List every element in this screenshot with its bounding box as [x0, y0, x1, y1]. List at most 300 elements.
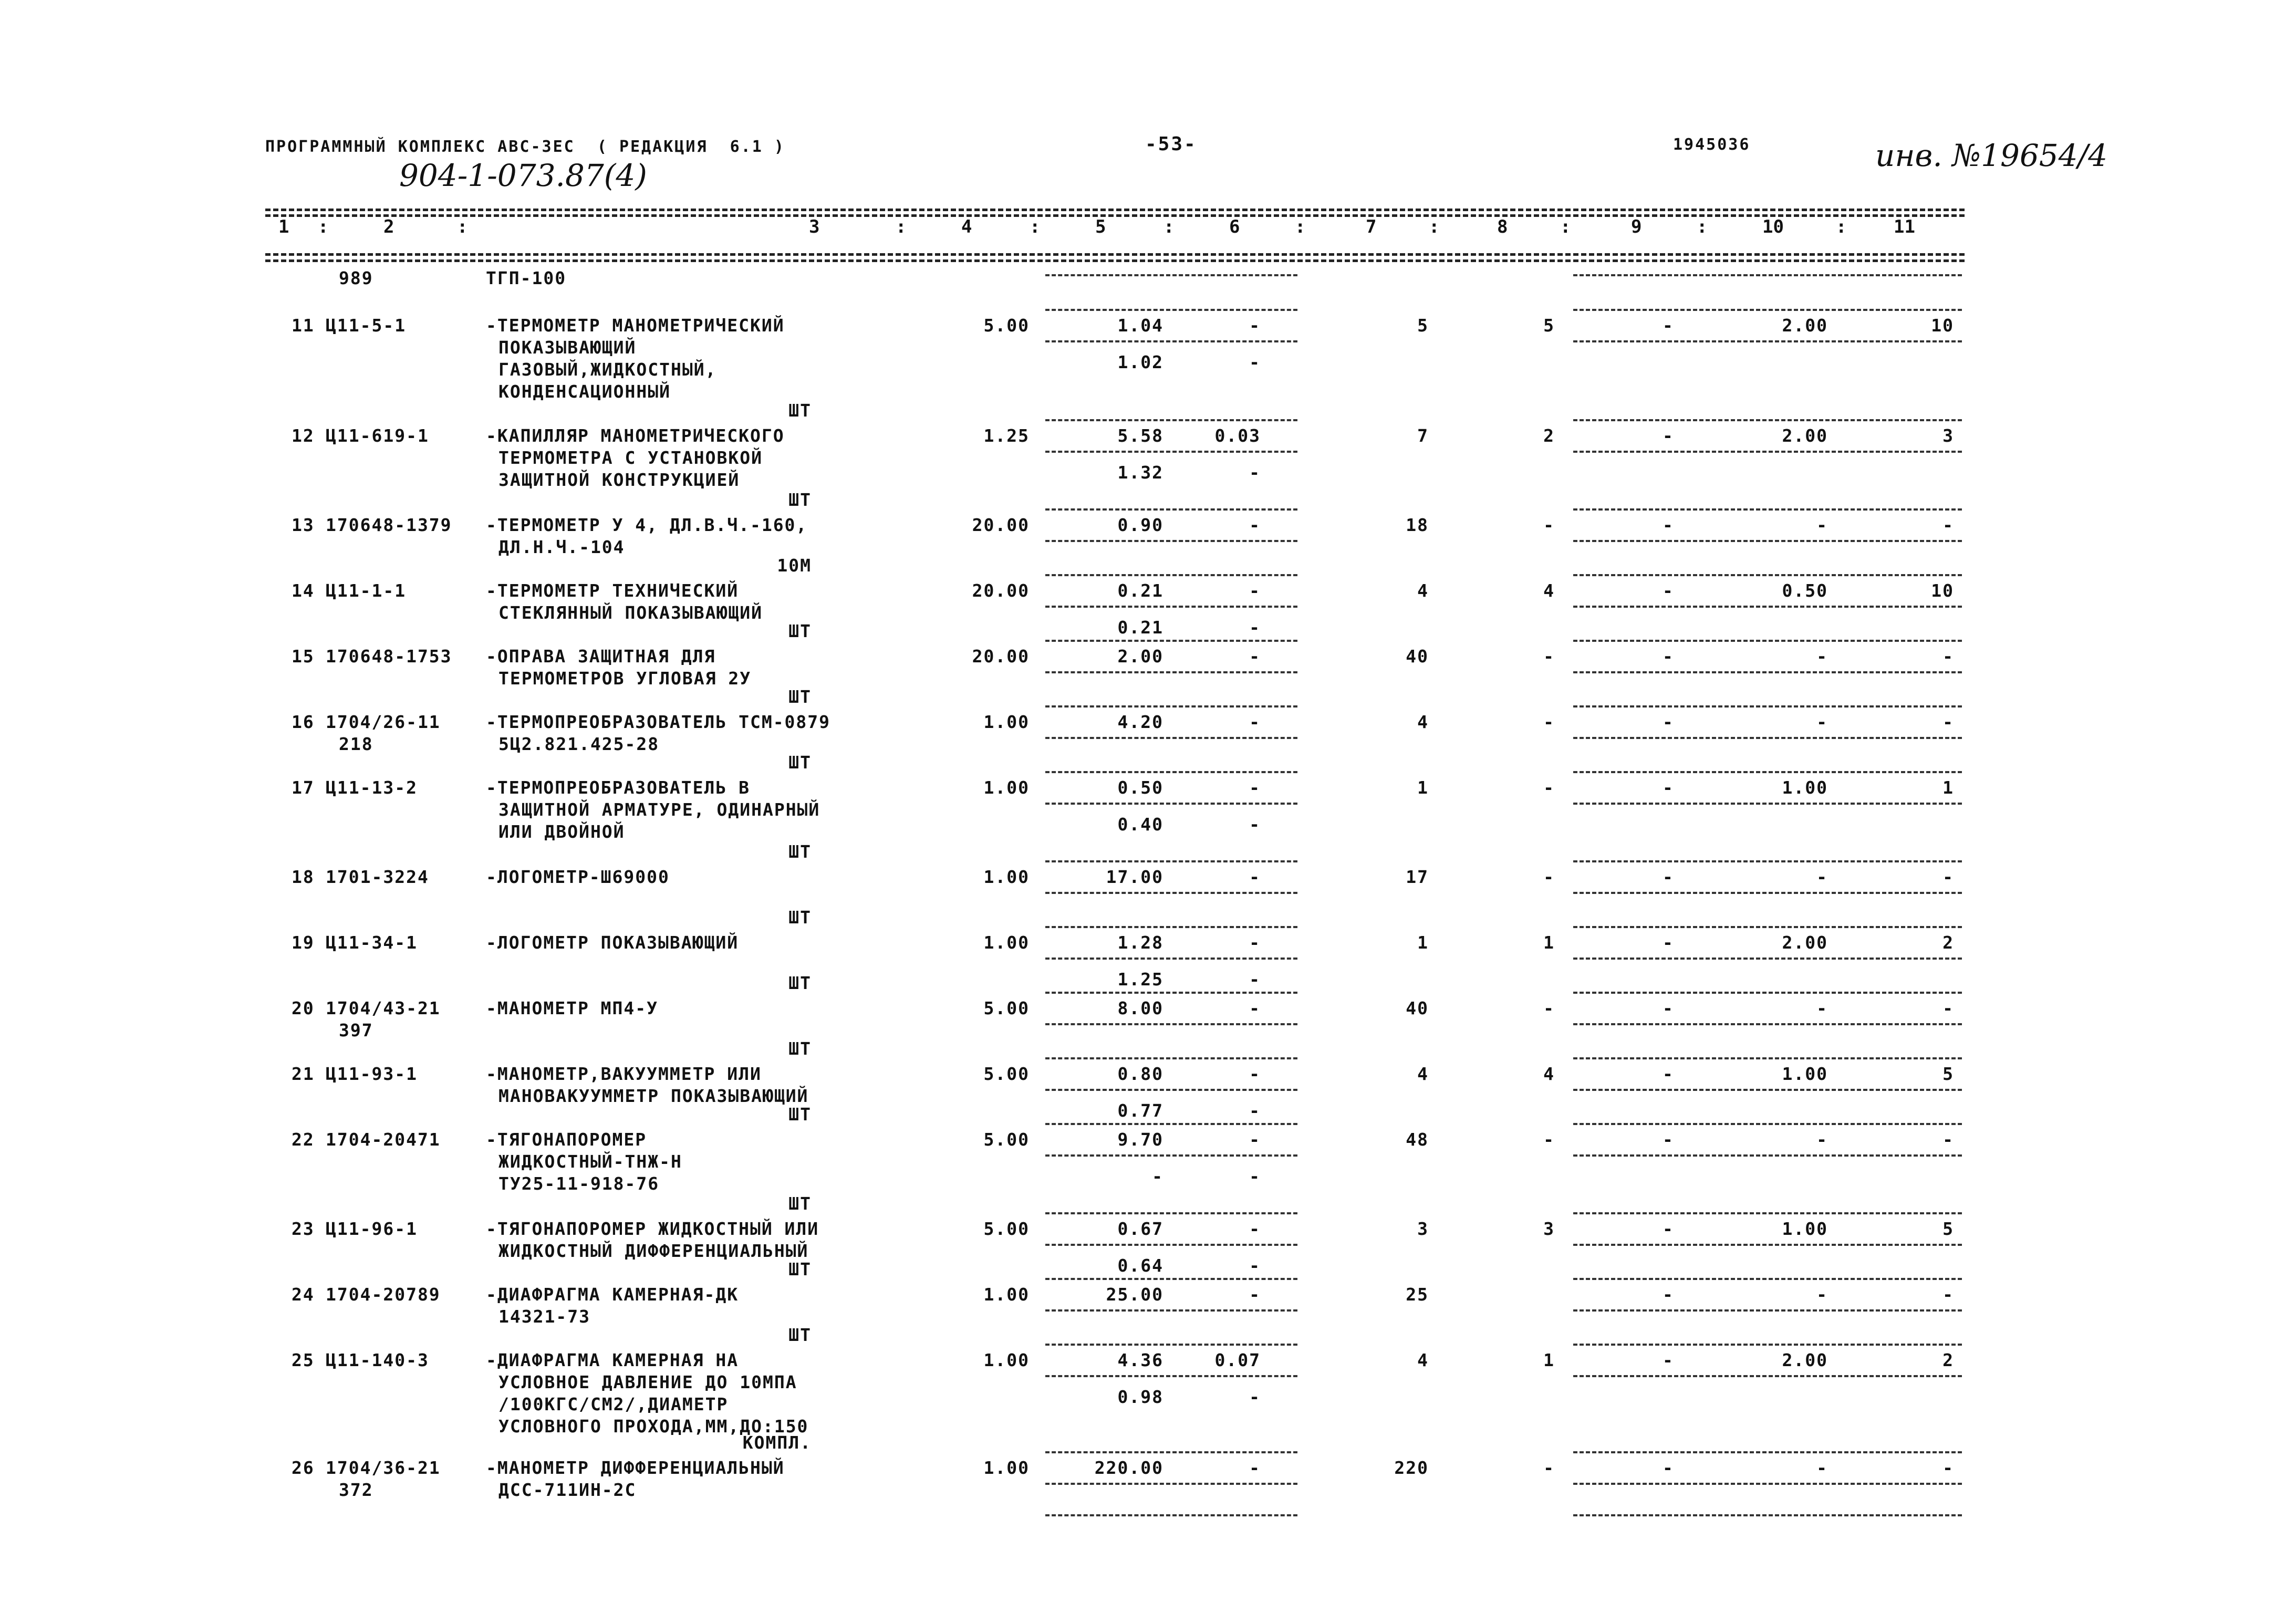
col11-value: - [1942, 1129, 1954, 1150]
col5-value-2: 0.64 [1117, 1255, 1163, 1276]
row-separator [1573, 606, 1962, 608]
row-separator [1573, 860, 1962, 862]
row-unit: ШТ [788, 973, 812, 993]
col8-value: - [1543, 777, 1555, 798]
row-separator [1573, 1278, 1962, 1280]
col8-value: 1 [1543, 932, 1555, 953]
col10-value: - [1816, 515, 1828, 535]
col11-value: 1 [1942, 777, 1954, 798]
row-separator [1573, 771, 1962, 773]
row-code: Ц11-34-1 [326, 932, 418, 953]
col5-value-2: 0.77 [1117, 1100, 1163, 1121]
col5-value: 4.20 [1117, 712, 1163, 732]
row-name-line: -МАНОМЕТР ДИФФЕРЕНЦИАЛЬНЫЙ [486, 1458, 785, 1478]
col6-value: - [1249, 712, 1261, 732]
col7-value: 17 [1406, 867, 1429, 887]
row-separator [1573, 1375, 1962, 1377]
col-sep: : [457, 216, 468, 237]
row-number: 12 [292, 425, 315, 446]
row-name-line: УСЛОВНОЕ ДАВЛЕНИЕ ДО 10МПА [498, 1372, 797, 1392]
col7-value: 25 [1406, 1284, 1429, 1305]
row-separator [1573, 1154, 1962, 1157]
col9-value: - [1663, 932, 1674, 953]
row-code: Ц11-619-1 [326, 425, 429, 446]
row-separator [1573, 1089, 1962, 1091]
col-sep: : [1295, 216, 1306, 237]
col4-value: 1.25 [983, 425, 1030, 446]
row-name-line: ТЕРМОМЕТРА С УСТАНОВКОЙ [498, 448, 763, 468]
col6-value-2: - [1249, 1166, 1261, 1187]
col-sep: : [1836, 216, 1847, 237]
row-name-line: /100КГС/СМ2/,ДИАМЕТР [498, 1394, 729, 1414]
col5-value: 25.00 [1106, 1284, 1163, 1305]
col6-value: - [1249, 1064, 1261, 1084]
row-name-line: УСЛОВНОГО ПРОХОДА,ММ,ДО:150 [498, 1416, 809, 1437]
col11-value: - [1942, 515, 1954, 535]
col5-value: 1.04 [1117, 315, 1163, 336]
row-separator [1045, 340, 1297, 342]
row-name-line: -КАПИЛЛЯР МАНОМЕТРИЧЕСКОГО [486, 425, 785, 446]
col6-value: - [1249, 580, 1261, 601]
row-name-line: -ДИАФРАГМА КАМЕРНАЯ-ДК [486, 1284, 739, 1305]
col9-value: - [1663, 1284, 1674, 1305]
row-separator [1573, 671, 1962, 673]
col4-value: 1.00 [983, 777, 1030, 798]
col5-value: 9.70 [1117, 1129, 1163, 1150]
col11-value: - [1942, 1458, 1954, 1478]
col5-value: 0.50 [1117, 777, 1163, 798]
col10-value: 1.00 [1782, 1064, 1828, 1084]
row-separator [1573, 1514, 1962, 1516]
col4-value: 5.00 [983, 998, 1030, 1018]
row-separator [1573, 1023, 1962, 1025]
col6-value: - [1249, 1219, 1261, 1239]
col11-value: 2 [1942, 932, 1954, 953]
row-number: 25 [292, 1350, 315, 1370]
row-number: 23 [292, 1219, 315, 1239]
col9-value: - [1663, 1064, 1674, 1084]
col-9: 9 [1631, 216, 1642, 237]
col-8: 8 [1497, 216, 1508, 237]
row-separator [1045, 803, 1297, 805]
col10-value: - [1816, 646, 1828, 667]
col8-value: 2 [1543, 425, 1555, 446]
row-separator [1045, 926, 1297, 928]
col7-value: 5 [1417, 315, 1429, 336]
col11-value: 10 [1931, 315, 1954, 336]
row-number: 14 [292, 580, 315, 601]
col8-value: 3 [1543, 1219, 1555, 1239]
row-name-line: -ОПРАВА ЗАЩИТНАЯ ДЛЯ [486, 646, 716, 667]
col6-value-2: - [1249, 1255, 1261, 1276]
col6-value: - [1249, 932, 1261, 953]
row-number: 19 [292, 932, 315, 953]
row-name-line: -ЛОГОМЕТР ПОКАЗЫВАЮЩИЙ [486, 932, 739, 953]
row-name-line: КОНДЕНСАЦИОННЫЙ [498, 381, 671, 402]
col-11: 11 [1894, 216, 1915, 237]
row-code: 1701-3224 [326, 867, 429, 887]
col5-value: 0.67 [1117, 1219, 1163, 1239]
row-name-line: 5Ц2.821.425-28 [498, 734, 660, 754]
col5-value: 0.80 [1117, 1064, 1163, 1084]
row-unit: ШТ [788, 1038, 812, 1059]
col9-value: - [1663, 1219, 1674, 1239]
row-code-continued: 218 [339, 734, 373, 754]
col6-value: - [1249, 515, 1261, 535]
col6-value: - [1249, 998, 1261, 1018]
col6-value-2: - [1249, 462, 1261, 483]
row-number: 26 [292, 1458, 315, 1478]
col11-value: - [1942, 712, 1954, 732]
row-unit: ШТ [788, 1193, 812, 1214]
row-name-line: -ТЕРМОМЕТР У 4, ДЛ.В.Ч.-160, [486, 515, 808, 535]
row-unit: ШТ [788, 841, 812, 862]
col7-value: 4 [1417, 1350, 1429, 1370]
row-unit: ШТ [788, 752, 812, 773]
col6-value-2: - [1249, 969, 1261, 990]
col5-value: 2.00 [1117, 646, 1163, 667]
col7-value: 1 [1417, 932, 1429, 953]
row-name-line: -ТЯГОНАПОРОМЕР ЖИДКОСТНЫЙ ИЛИ [486, 1219, 819, 1239]
row-name-line: -ЛОГОМЕТР-Ш69000 [486, 867, 670, 887]
col9-value: - [1663, 777, 1674, 798]
col5-value-2: 1.25 [1117, 969, 1163, 990]
row-separator [1045, 574, 1297, 576]
row-separator [1573, 309, 1962, 311]
col8-value: - [1543, 998, 1555, 1018]
col9-value: - [1663, 580, 1674, 601]
col7-value: 18 [1406, 515, 1429, 535]
row-name-line: -ТЕРМОПРЕОБРАЗОВАТЕЛЬ В [486, 777, 750, 798]
row-separator [1045, 309, 1297, 311]
row-separator [1045, 606, 1297, 608]
row-name-line: ИЛИ ДВОЙНОЙ [498, 821, 625, 842]
col9-value: - [1663, 1350, 1674, 1370]
row-separator [1045, 274, 1297, 276]
row-code: 170648-1753 [326, 646, 452, 667]
col6-value: - [1249, 777, 1261, 798]
col9-value: - [1663, 998, 1674, 1018]
col7-value: 4 [1417, 1064, 1429, 1084]
col-sep: : [1030, 216, 1041, 237]
col7-value: 220 [1394, 1458, 1429, 1478]
row-separator [1045, 737, 1297, 739]
row-code: 1704/43-21 [326, 998, 441, 1018]
row-code: Ц11-13-2 [326, 777, 418, 798]
row-separator [1045, 671, 1297, 673]
row-name-line: МАНОВАКУУММЕТР ПОКАЗЫВАЮЩИЙ [498, 1086, 809, 1106]
col8-value: - [1543, 515, 1555, 535]
row-number: 16 [292, 712, 315, 732]
col9-value: - [1663, 867, 1674, 887]
col6-value: - [1249, 1284, 1261, 1305]
row-separator [1573, 737, 1962, 739]
handwritten-inventory-number: инв. №19654/4 [1875, 138, 2108, 173]
col-7: 7 [1366, 216, 1377, 237]
col10-value: 1.00 [1782, 1219, 1828, 1239]
row-name-line: ЖИДКОСТНЫЙ-ТНЖ-Н [498, 1151, 682, 1172]
row-unit: ШТ [788, 1259, 812, 1279]
row-number: 18 [292, 867, 315, 887]
row-name-line: ТЕРМОМЕТРОВ УГЛОВАЯ 2У [498, 668, 752, 689]
row-name-line: ГАЗОВЫЙ,ЖИДКОСТНЫЙ, [498, 359, 717, 380]
row-name-line: -ТЕРМОПРЕОБРАЗОВАТЕЛЬ ТСМ-0879 [486, 712, 831, 732]
row-code: Ц11-140-3 [326, 1350, 429, 1370]
row-separator [1573, 451, 1962, 453]
col7-value: 3 [1417, 1219, 1429, 1239]
col6-value: 0.07 [1214, 1350, 1261, 1370]
row-name-line: ЖИДКОСТНЫЙ ДИФФЕРЕНЦИАЛЬНЫЙ [498, 1241, 809, 1261]
col4-value: 1.00 [983, 1350, 1030, 1370]
col5-value: 4.36 [1117, 1350, 1163, 1370]
col9-value: - [1663, 425, 1674, 446]
row-separator [1045, 1023, 1297, 1025]
col7-value: 40 [1406, 998, 1429, 1018]
col9-value: - [1663, 315, 1674, 336]
row-unit: ШТ [788, 907, 812, 928]
col10-value: - [1816, 867, 1828, 887]
col6-value: - [1249, 1129, 1261, 1150]
row-name-line: ТУ25-11-918-76 [498, 1173, 660, 1194]
row-name-line: ПОКАЗЫВАЮЩИЙ [498, 337, 637, 358]
col4-value: 1.00 [983, 712, 1030, 732]
col9-value: - [1663, 1458, 1674, 1478]
row-separator [1573, 1123, 1962, 1125]
col-sep: : [318, 216, 329, 237]
col9-value: - [1663, 1129, 1674, 1150]
col7-value: 7 [1417, 425, 1429, 446]
row-number: 17 [292, 777, 315, 798]
row-code: 170648-1379 [326, 515, 452, 535]
row-number: 15 [292, 646, 315, 667]
row-name-line: ДСС-711ИН-2С [498, 1480, 637, 1500]
col8-value: - [1543, 646, 1555, 667]
col-sep: : [1697, 216, 1708, 237]
row-name-line: СТЕКЛЯННЫЙ ПОКАЗЫВАЮЩИЙ [498, 602, 763, 623]
col11-value: - [1942, 998, 1954, 1018]
row-separator [1045, 1375, 1297, 1377]
col10-value: 0.50 [1782, 580, 1828, 601]
col7-value: 48 [1406, 1129, 1429, 1150]
col11-value: 5 [1942, 1219, 1954, 1239]
col4-value: 5.00 [983, 1129, 1030, 1150]
col11-value: 3 [1942, 425, 1954, 446]
row-number: 22 [292, 1129, 315, 1150]
col6-value: - [1249, 867, 1261, 887]
col4-value: 1.00 [983, 932, 1030, 953]
col5-value-2: 0.40 [1117, 814, 1163, 835]
row-name-line: -ДИАФРАГМА КАМЕРНАЯ НА [486, 1350, 739, 1370]
row-code: Ц11-96-1 [326, 1219, 418, 1239]
row-separator [1573, 926, 1962, 928]
col11-value: 5 [1942, 1064, 1954, 1084]
col10-value: - [1816, 998, 1828, 1018]
row-separator [1573, 1344, 1962, 1346]
row-code-continued: 372 [339, 1480, 373, 1500]
row-separator [1045, 1057, 1297, 1059]
row-number: 24 [292, 1284, 315, 1305]
row-unit: КОМПЛ. [742, 1432, 812, 1453]
col7-value: 4 [1417, 580, 1429, 601]
col11-value: - [1942, 867, 1954, 887]
row-separator [1045, 1483, 1297, 1485]
col10-value: - [1816, 712, 1828, 732]
col5-value: 1.28 [1117, 932, 1163, 953]
row-number: 21 [292, 1064, 315, 1084]
col-4: 4 [961, 216, 972, 237]
row-separator [1573, 803, 1962, 805]
row-separator [1573, 508, 1962, 511]
col5-value-2: - [1152, 1166, 1163, 1187]
col5-value: 220.00 [1094, 1458, 1163, 1478]
col6-value: - [1249, 646, 1261, 667]
col10-value: - [1816, 1458, 1828, 1478]
row-unit: ШТ [788, 1325, 812, 1345]
row-separator [1573, 1483, 1962, 1485]
row-unit: 10М [777, 555, 812, 576]
col8-value: 4 [1543, 580, 1555, 601]
row-number: 11 [292, 315, 315, 336]
row-unit: ШТ [788, 400, 812, 421]
col-5: 5 [1095, 216, 1106, 237]
row-name-line: ЗАЩИТНОЙ КОНСТРУКЦИЕЙ [498, 470, 740, 490]
col7-value: 40 [1406, 646, 1429, 667]
col-sep: : [1560, 216, 1571, 237]
row-separator [1573, 640, 1962, 642]
row-separator [1573, 1212, 1962, 1214]
row-name-line: -ТЕРМОМЕТР ТЕХНИЧЕСКИЙ [486, 580, 739, 601]
col-sep: : [1163, 216, 1175, 237]
row-separator [1045, 1278, 1297, 1280]
row-name-line: ТГП-100 [486, 268, 567, 288]
col5-value-2: 1.32 [1117, 462, 1163, 483]
row-separator [1045, 419, 1297, 421]
col11-value: - [1942, 1284, 1954, 1305]
row-code-continued: 397 [339, 1020, 373, 1040]
col5-value: 5.58 [1117, 425, 1163, 446]
col9-value: - [1663, 646, 1674, 667]
row-separator [1573, 574, 1962, 576]
row-separator [1045, 1244, 1297, 1246]
row-code: 1704/26-11 [326, 712, 441, 732]
col10-value: 2.00 [1782, 315, 1828, 336]
row-code: 1704-20471 [326, 1129, 441, 1150]
col8-value: - [1543, 712, 1555, 732]
row-separator [1573, 340, 1962, 342]
row-code: 989 [339, 268, 373, 288]
col10-value: - [1816, 1284, 1828, 1305]
col6-value-2: - [1249, 814, 1261, 835]
handwritten-doc-number: 904-1-073.87(4) [399, 158, 647, 193]
col6-value: - [1249, 1458, 1261, 1478]
col11-value: - [1942, 646, 1954, 667]
col6-value-2: - [1249, 1100, 1261, 1121]
col4-value: 5.00 [983, 1064, 1030, 1084]
row-separator [1045, 892, 1297, 894]
row-separator [1045, 1514, 1297, 1516]
row-separator [1045, 1212, 1297, 1214]
program-title: ПРОГРАММНЫЙ КОМПЛЕКС АВС-ЗЕС ( РЕДАКЦИЯ 6.1 ) [265, 138, 785, 156]
col6-value-2: - [1249, 617, 1261, 638]
row-separator [1573, 1244, 1962, 1246]
row-code: Ц11-5-1 [326, 315, 407, 336]
row-name-line: ЗАЩИТНОЙ АРМАТУРЕ, ОДИНАРНЫЙ [498, 799, 820, 820]
col5-value: 0.21 [1117, 580, 1163, 601]
col-2: 2 [383, 216, 394, 237]
row-separator [1573, 419, 1962, 421]
col8-value: - [1543, 867, 1555, 887]
row-separator [1045, 540, 1297, 542]
row-separator [1045, 1451, 1297, 1453]
col5-value: 17.00 [1106, 867, 1163, 887]
col4-value: 1.00 [983, 867, 1030, 887]
row-code: 1704/36-21 [326, 1458, 441, 1478]
row-separator [1045, 508, 1297, 511]
col10-value: 2.00 [1782, 932, 1828, 953]
row-separator [1573, 540, 1962, 542]
page-number: -53- [1145, 133, 1197, 155]
col8-value: 5 [1543, 315, 1555, 336]
row-number: 20 [292, 998, 315, 1018]
row-name-line: -ТЕРМОМЕТР МАНОМЕТРИЧЕСКИЙ [486, 315, 785, 336]
col-10: 10 [1762, 216, 1784, 237]
col-sep: : [1429, 216, 1440, 237]
row-code: Ц11-93-1 [326, 1064, 418, 1084]
row-separator [1573, 1451, 1962, 1453]
col4-value: 20.00 [972, 580, 1030, 601]
row-name-line: ДЛ.Н.Ч.-104 [498, 537, 625, 557]
row-separator [1573, 958, 1962, 960]
col8-value: - [1543, 1129, 1555, 1150]
row-separator [1045, 992, 1297, 994]
col10-value: 1.00 [1782, 777, 1828, 798]
col5-value-2: 1.02 [1117, 352, 1163, 372]
row-number: 13 [292, 515, 315, 535]
col11-value: 2 [1942, 1350, 1954, 1370]
col-6: 6 [1229, 216, 1240, 237]
row-separator [1573, 1309, 1962, 1312]
row-unit: ШТ [788, 1104, 812, 1125]
col-sep: : [896, 216, 907, 237]
row-separator [1045, 705, 1297, 707]
row-separator [1045, 1089, 1297, 1091]
row-separator [1045, 958, 1297, 960]
col4-value: 1.00 [983, 1284, 1030, 1305]
row-separator [1045, 1154, 1297, 1157]
row-separator [1573, 992, 1962, 994]
row-separator [1045, 1344, 1297, 1346]
col5-value: 8.00 [1117, 998, 1163, 1018]
row-separator [1573, 1057, 1962, 1059]
col-1: 1 [278, 216, 289, 237]
col-3: 3 [809, 216, 820, 237]
row-unit: ШТ [788, 621, 812, 641]
col4-value: 5.00 [983, 1219, 1030, 1239]
row-separator [1045, 451, 1297, 453]
col6-value-2: - [1249, 1387, 1261, 1407]
row-unit: ШТ [788, 686, 812, 707]
row-name-line: -ТЯГОНАПОРОМЕР [486, 1129, 647, 1150]
col5-value-2: 0.98 [1117, 1387, 1163, 1407]
col4-value: 5.00 [983, 315, 1030, 336]
row-separator [1045, 640, 1297, 642]
col7-value: 1 [1417, 777, 1429, 798]
row-separator [1045, 1123, 1297, 1125]
col6-value: 0.03 [1214, 425, 1261, 446]
document-code: 1945036 [1673, 136, 1751, 154]
col10-value: 2.00 [1782, 425, 1828, 446]
col4-value: 1.00 [983, 1458, 1030, 1478]
